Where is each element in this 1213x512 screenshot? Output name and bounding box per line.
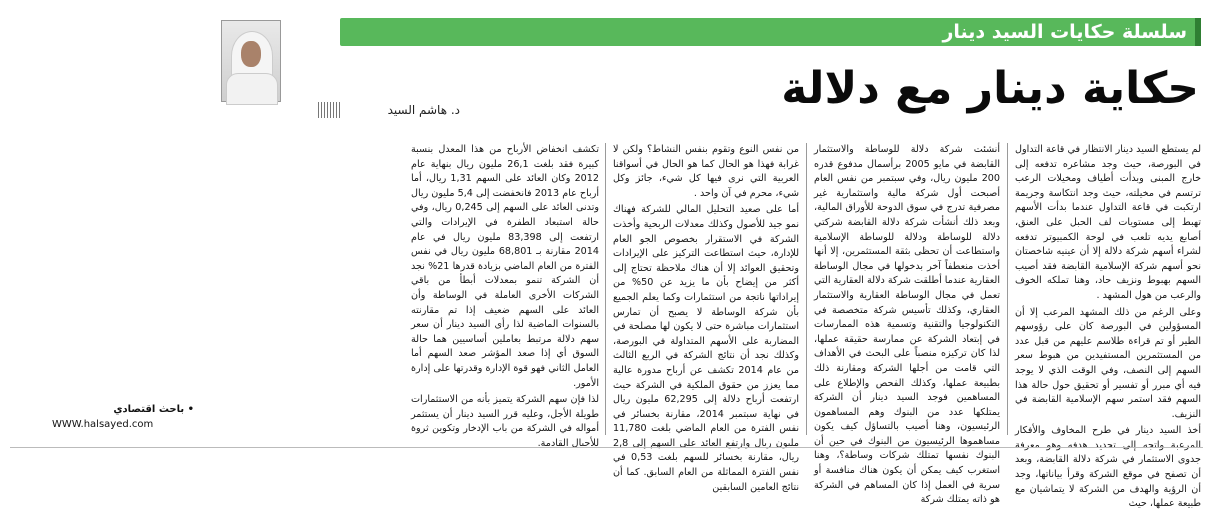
series-banner-end-mark (1195, 18, 1201, 46)
column-4-paragraph-2: لذا فإن سهم الشركة يتميز بأنه من الاستثمارات طويلة الأجل، وعليه قرر السيد دينار أن يستثمر أمواله في الشركة من باب الإدخار وتكوين ثروة للأجيال القادمة. (411, 394, 599, 449)
column-4-paragraph-1: تكشف انخفاض الأرباح من هذا المعدل بنسبة كبيرة فقد بلغت 26,1 مليون ريال بنهاية عام 2012 وكان العائد على السهم 1,31 ريال، أما أرباح عام 2013 فانخفضت إلى 5,4 مليون ريال وتدنى العائد على السهم إلى 0,245 ريال، وفي حالة استبعاد الطفرة في الإيرادات والتي ارتفعت إلى 83,398 مليون ريال في عام 2014 مقارنة بـ 68,801 مليون ريال في نفس الفترة من العام الماضي بزيادة قدرها 21% نجد أن الشركة تنمو بمعدلات أبطأ من باقي الشركات الأخرى العاملة في الوساطة وأن العائد على السهم ضعيف إذا تم مقارنته بالسنوات الماضية لذا رأى السيد دينار أن سعر سهم دلالة مرتبط بعاملين أساسيين هما حالة السوق أي إذا صعد المؤشر صعد السهم أما العامل الثاني فهو قوة الإدارة وقدرتها على إدارة الأمور. (411, 144, 600, 389)
page-bottom-rule (10, 447, 1203, 448)
author-website[interactable]: WWW.halsayed.com (52, 419, 154, 430)
column-divider (1007, 143, 1008, 435)
column-1-paragraph-3: أخذ السيد دينار في طرح المخاوف والأفكار المرعبة واتجه إلى تحديد هدفه وهو معرفة جدوى الاستثمار في شركة دلالة القابضة، وبعد أن تصفح في موقع الشركة وقرأ بياناتها، وجد أن الرؤية والهدف من الشركة لا يتماشيان مع طبيعة عملها، حيث (1015, 425, 1201, 510)
series-banner-title: سلسلة حكايات السيد دينار (942, 21, 1187, 43)
article-column-3 (613, 143, 800, 493)
column-1-paragraph-1: لم يستطع السيد دينار الانتظار في قاعة التداول في البورصة، حيث وجد مشاعره تدفعه إلى خارج المبنى وبدأت أطياف ومخيلات الرعب ترتسم في مخيلته، حيث وجد انتكاسة وجريمة ارتكبت في قاعة التداول عندما بدأت الأسهم تهبط إلى مستويات لف الحبل على العنق، أصابع يديه تلعب في لوحة الكمبيوتر تدفعه لشراء أسهم شركة دلالة إلا أن عينيه شاخصتان نحو أسهم شركة الإسلامية القابضة فقد أصيب السهم بهبوط ونزيف حاد، وهنا تملكه الخوف والرعب من هول المشهد . (1015, 144, 1201, 301)
byline: د. هاشم السيد (387, 103, 460, 117)
column-3-paragraph-2: أما على صعيد التحليل المالي للشركة فهناك نمو جيد للأصول وكذلك معدلات الربحية وأخذت الشركة في الاستقرار بخصوص الجو العام للإدارة، حيث استطاعت التركيز على الإيرادات وتحقيق العوائد إلا أن هناك ملاحظة تحتاج إلى أكثر من إيضاح بأن ما يزيد عن 50% من إيراداتها ناتجة من استثمارات وكما يعلم الجميع بأن شركة الوساطة لا يصبح أن تمارس استثمارات مباشرة حتى لا يكون لها مصلحة في المضاربة على الأسهم المتداولة في البورصة، وكذلك نجد أن نتائج الشركة في الربع الثالث من عام 2014 تكشف عن أرباح مدورة عالية مما يعزز من حقوق الملكية في الشركة حيث ارتفعت أرباح دلالة إلى 62,295 مليون ريال في نهاية سبتمبر 2014، مقارنة بخسائر في نفس الفترة من العام الماضي بلغت 11,780 مليون ريال وارتفع العائد على السهم إلى 2,8 ريال، مقارنة بخسائر للسهم بلغت 0,53 في نفس الفترة المماثلة من العام السابق. كما أن نتائج العامين السابقين (613, 204, 800, 493)
article-column-1 (1015, 143, 1201, 510)
author-photo (221, 20, 281, 102)
column-divider (806, 143, 807, 435)
column-1-paragraph-2: وعلى الرغم من ذلك المشهد المرعب إلا أن المسؤولين في البورصة كان على رؤوسهم الطير أو تم قراءة طلاسم عليهم من قبل عدد من المستثمرين المستفيدين من هبوط سعر السهم إلى النصف، وفي الوقت الذي لا يوجد فيه أي مبرر أو تفسير أو تحقيق حول حالة هذا السهم فقد استمر سهم الإسلامية القابضة في النزيف. (1015, 306, 1201, 420)
column-3-paragraph-1: من نفس النوع وتقوم بنفس النشاط؟ ولكن لا غرابة فهذا هو الحال كما هو الحال في أسواقنا العربية التي نرى فيها كل شيء، جائز وكل شيء، محرم في آن واحد . (613, 144, 799, 199)
author-photo-shoulders (226, 73, 278, 105)
article-headline: حكاية دينار مع دلالة (781, 63, 1199, 114)
author-photo-face (241, 41, 261, 67)
column-divider (605, 143, 606, 435)
author-title: • باحث اقتصادي (113, 404, 194, 415)
article-column-2 (814, 143, 1001, 506)
article-column-4 (411, 143, 600, 449)
column-2-paragraph-1: أنشئت شركة دلالة للوساطة والاستثمار القابضة في مايو 2005 برأسمال مدفوع قدره 200 مليون ريال، وفي سبتمبر من نفس العام أصبحت أول شركة مالية واستثمارية غير مصرفية تدرج في سوق الدوحة للأوراق المالية، وبعد ذلك أنشأت شركة دلالة القابضة شركتي دلالة للوساطة ودلالة للوساطة الإسلامية واستطاعت أن تحظى بثقة المستثمرين، إلا أنها أخذت منعطفاً آخر بدخولها في مجال الوساطة العقارية عندما أطلقت شركة دلالة العقارية التي تعمل في مجال الوساطة العقارية والاستثمار العقاري، وكذلك تأسيس شركة متخصصة في التكنولوجيا والتقنية وتسمية هذه الممارسات في إبتعاد الشركة عن ممارسة حقيقة عملها، لذا كان تركيزه منصباً على البحث في الأهداف التي قامت من أجلها الشركة ومقارنة ذلك بطبيعة عملها، وكذلك الفحص والإطلاع على المساهمين فوجد السيد دينار أن الشركة يمتلكها عدد من البنوك وهم المساهمون الرئيسيون، وهنا أصيب بالتساؤل كيف يكون مساهموها الرئيسيون من البنوك في حين أن البنوك نفسها تمتلك شركات وساطة؟، وهنا استغرب كيف يمكن أن يكون هناك منافسة أو سرية في العمل إذا كان المساهم في الشركة هو ذاته يمتلك شركة (814, 144, 1001, 506)
